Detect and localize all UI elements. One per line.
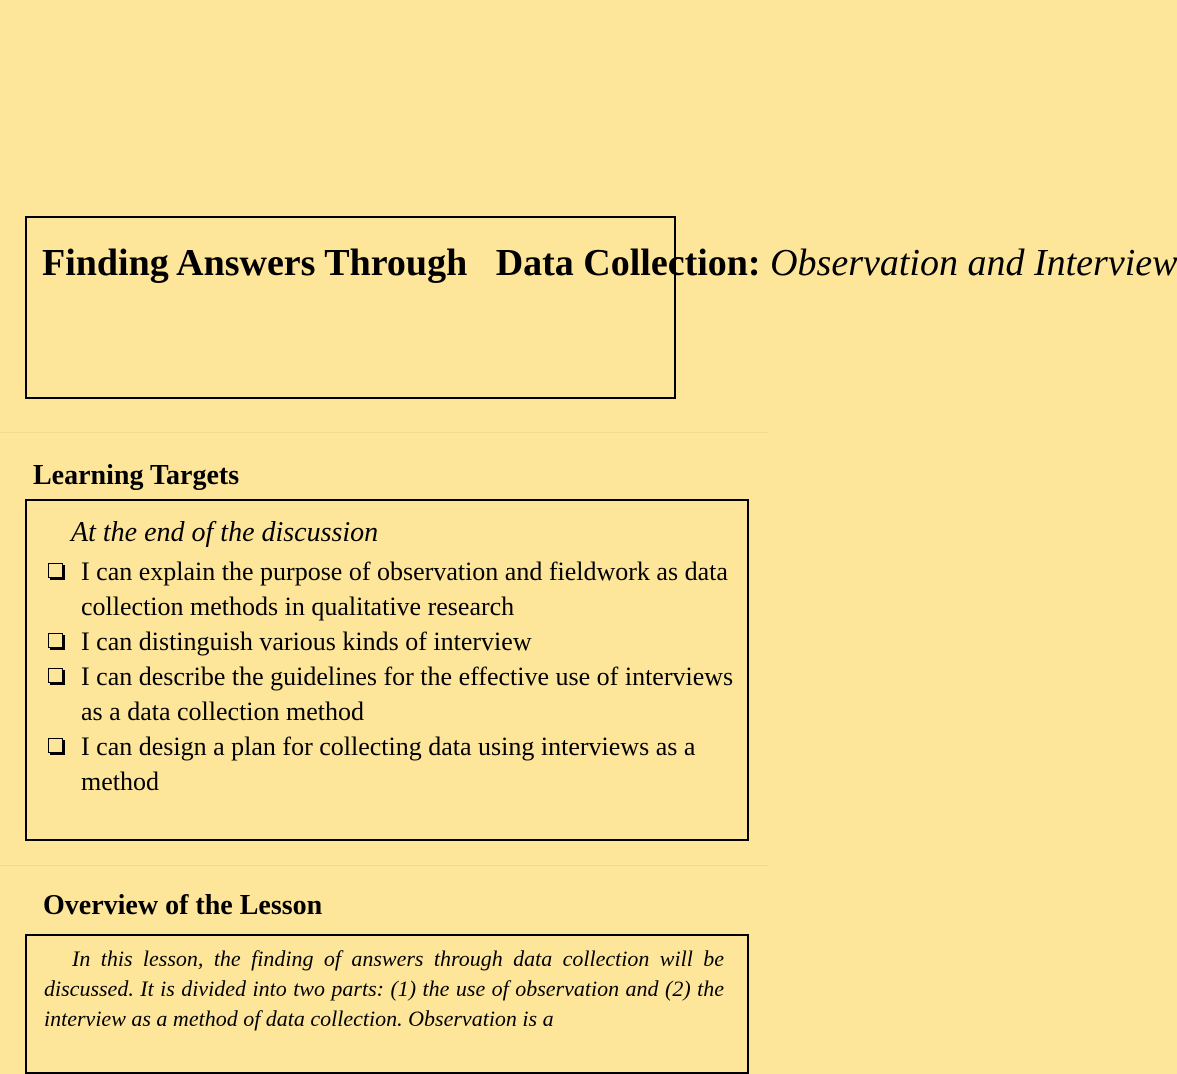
list-item-text: I can describe the guidelines for the effective use of interviews as a data collection method [81,662,734,726]
learning-targets-slide [0,433,768,865]
square-bullet-icon [48,738,63,753]
title-slide [0,0,1177,432]
learning-targets-box [25,499,749,841]
overview-heading: Overview of the Lesson [43,890,323,921]
list-item-text: I can distinguish various kinds of interview [81,627,532,656]
list-item [45,659,735,729]
title-bold-part: Finding Answers Through Data Collection: [42,242,771,284]
list-item [45,624,735,659]
title-box [25,216,1177,399]
square-bullet-icon [48,633,63,648]
square-bullet-icon [48,668,63,683]
list-item [45,729,735,799]
overview-slide [0,866,768,1031]
learning-targets-list [45,554,735,799]
learning-targets-heading: Learning Targets [33,460,240,491]
square-bullet-icon [48,563,63,578]
title-italic-part: Observation and Interview [770,242,1177,284]
overview-box [25,934,749,1074]
list-item-text: I can explain the purpose of observation and fieldwork as data collection methods in qualitative research [81,557,728,621]
learning-targets-intro: At the end of the discussion [71,517,379,548]
list-item [45,554,735,624]
slide-title [42,238,1177,288]
list-item-text: I can design a plan for collecting data using interviews as a method [81,732,696,796]
overview-body: In this lesson, the finding of answers through data collection will be discussed. It is divided into two parts: (1) the use of observation and (2) the interview as a method of data collection. Observation is a [44,946,724,1031]
